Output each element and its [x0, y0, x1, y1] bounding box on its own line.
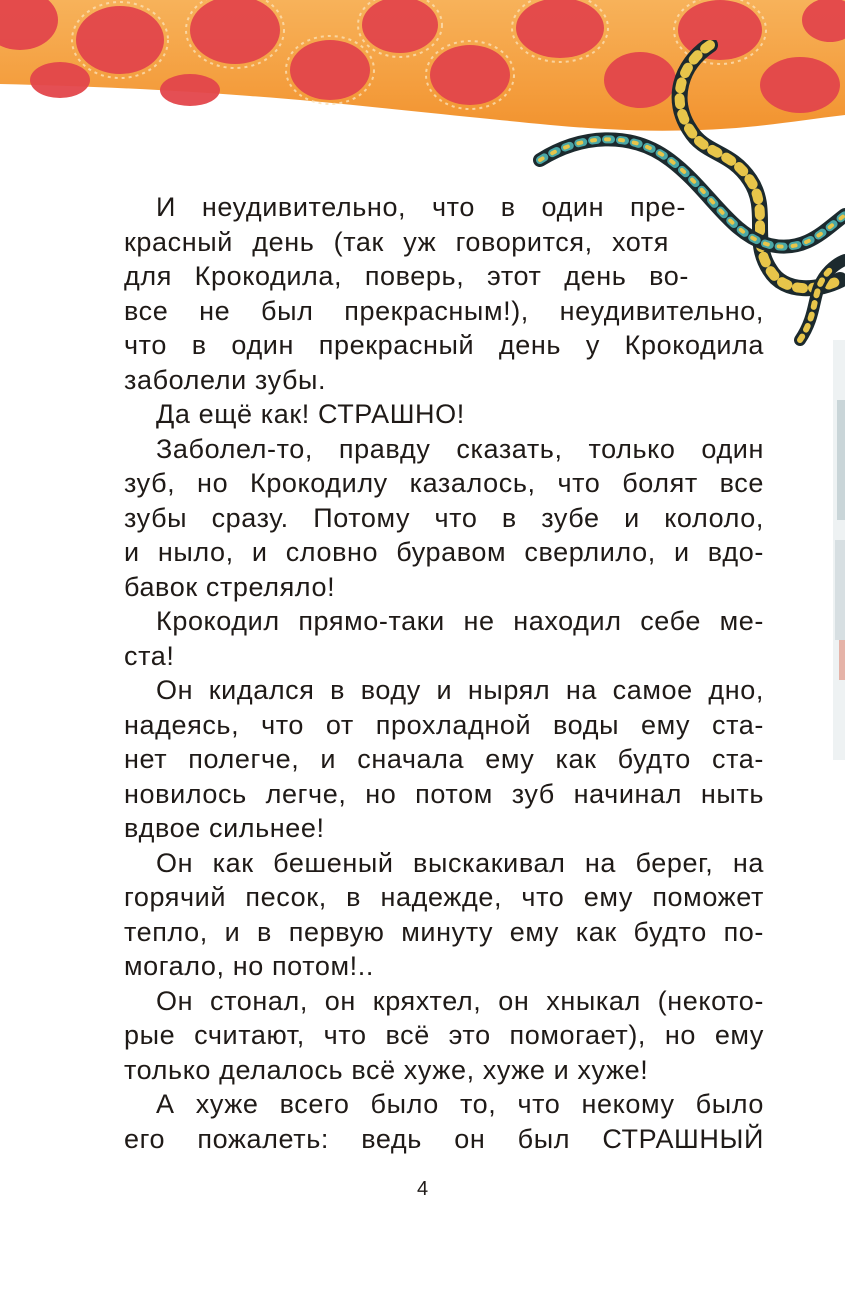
text-line: зуб, но Крокодилу казалось, что болят все	[124, 468, 764, 498]
text-line: рые считают, что всё это помогает), но ему	[124, 1020, 764, 1050]
text-line: надеясь, что от прохладной воды ему ста-	[124, 709, 764, 740]
text-line: и ныло, и словно буравом сверлило, и вдо-	[124, 537, 764, 567]
text-line: горячий песок, в надежде, что ему поможет	[124, 882, 764, 912]
text-line: тепло, и в первую минуту ему как будто по-	[124, 916, 764, 947]
text-line: зубы сразу. Потому что в зубе и кололо,	[124, 502, 764, 533]
text-line: Крокодил прямо-таки не находил себе ме-	[156, 606, 764, 636]
edge-illustration	[823, 340, 845, 760]
text-line: И неудивительно, что в один пре-	[156, 192, 686, 222]
text-line: для Крокодила, поверь, этот день во-	[124, 261, 689, 291]
story-text	[124, 190, 764, 1156]
text-line: Он кидался в воду и нырял на самое дно,	[156, 675, 764, 705]
text-line: заболели зубы.	[124, 364, 327, 395]
text-line: могало, но потом!..	[124, 951, 374, 981]
text-line: Он стонал, он кряхтел, он хныкал (некото-	[156, 985, 764, 1016]
text-line: новилось легче, но потом зуб начинал ныть	[124, 778, 764, 809]
text-line: его пожалеть: ведь он был СТРАШНЫЙ	[124, 1123, 764, 1154]
text-line: Он как бешеный выскакивал на берег, на	[156, 847, 764, 878]
page-number: 4	[416, 1178, 429, 1200]
text-line: бавок стреляло!	[124, 571, 336, 602]
text-line: нет полегче, и сначала ему как будто ста-	[124, 744, 764, 774]
text-line: что в один прекрасный день у Крокодила	[124, 330, 764, 360]
text-line: вдвое сильнее!	[124, 813, 325, 843]
text-line: красный день (так уж говорится, хотя	[124, 226, 669, 257]
text-line: А хуже всего было то, что некому было	[156, 1089, 764, 1119]
text-line: все не был прекрасным!), неудивительно,	[124, 295, 764, 326]
text-line: только делалось всё хуже, хуже и хуже!	[124, 1054, 649, 1085]
text-line: Да ещё как! СТРАШНО!	[156, 399, 465, 429]
text-line: ста!	[124, 640, 175, 671]
text-line: Заболел-то, правду сказать, только один	[156, 433, 764, 464]
